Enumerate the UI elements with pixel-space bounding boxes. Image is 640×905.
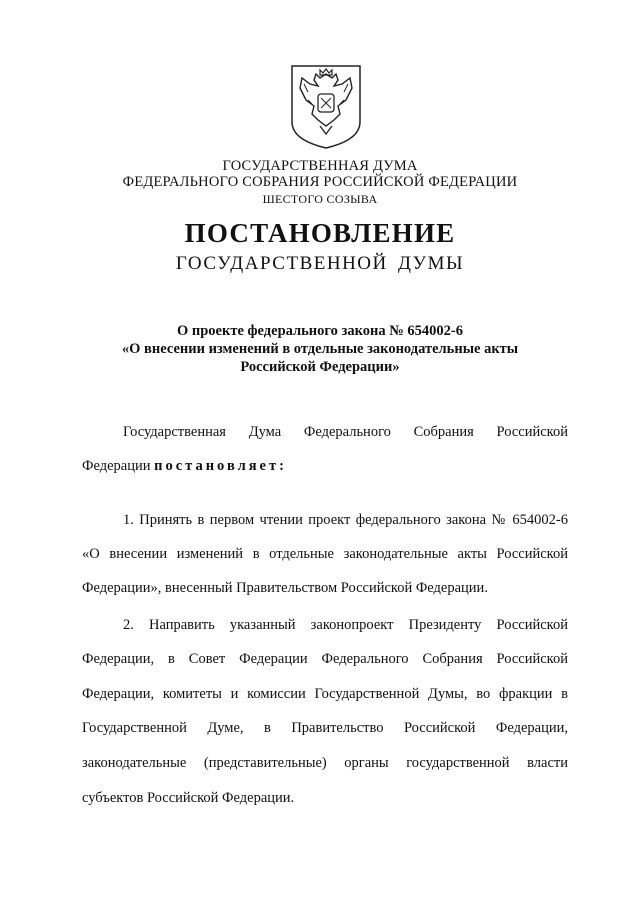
paragraph1-line1: 1. Принять в первом чтении проект федерального закона № 654002-6	[123, 512, 568, 528]
org-name-line2: ФЕДЕРАЛЬНОГО СОБРАНИЯ РОССИЙСКОЙ ФЕДЕРАЦИИ	[122, 174, 518, 190]
document-title: ПОСТАНОВЛЕНИЕ	[184, 218, 456, 248]
document-subtitle: ГОСУДАРСТВЕННОЙ ДУМЫ	[175, 253, 465, 274]
topic-line2: «О внесении изменений в отдельные законодательные акты	[121, 341, 519, 357]
intro-line1: Государственная Дума Федерального Собрания Российской	[123, 424, 568, 440]
intro-line2	[82, 458, 568, 475]
paragraph2-line6: субъектов Российской Федерации.	[82, 790, 295, 806]
russian-coat-of-arms-icon	[290, 60, 362, 150]
paragraph2-line5: законодательные (представительные) органы государственной власти	[82, 755, 568, 771]
topic-line1: О проекте федерального закона № 654002-6	[176, 323, 464, 339]
paragraph1-line2: «О внесении изменений в отдельные законодательные акты Российской	[82, 546, 568, 562]
org-name-line1: ГОСУДАРСТВЕННАЯ ДУМА	[222, 158, 418, 174]
paragraph2-line3: Федерации, комитеты и комиссии Государственной Думы, во фракции в	[82, 686, 568, 702]
convocation-label: ШЕСТОГО СОЗЫВА	[262, 192, 378, 206]
topic-line3: Российской Федерации»	[240, 359, 400, 375]
paragraph1-line3: Федерации», внесенный Правительством Российской Федерации.	[82, 580, 488, 596]
paragraph2-line4: Государственной Думе, в Правительство Российской Федерации,	[82, 720, 568, 736]
resolves-keyword: постановляет:	[154, 458, 287, 474]
document-topic	[0, 322, 640, 376]
intro-line2-start: Федерации	[82, 458, 155, 474]
paragraph2-line2: Федерации, в Совет Федерации Федерального Собрания Российской	[82, 651, 568, 667]
paragraph2-line1: 2. Направить указанный законопроект Президенту Российской	[123, 617, 568, 633]
